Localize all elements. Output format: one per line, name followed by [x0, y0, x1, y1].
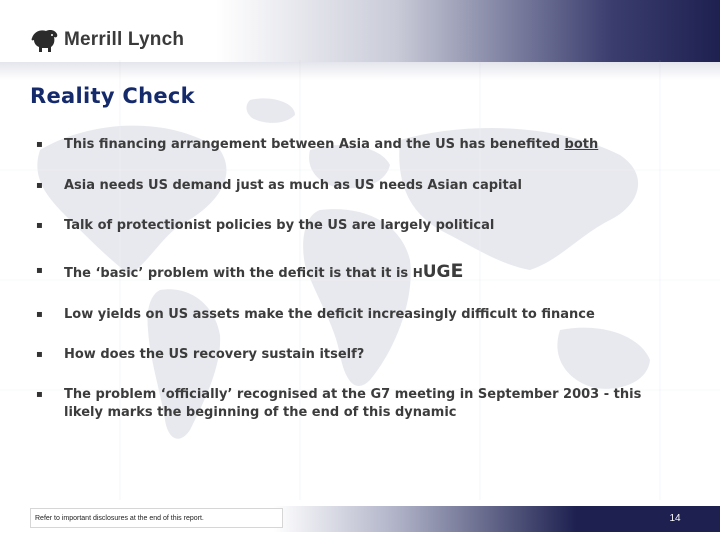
bullet-item: [36, 136, 696, 154]
bullet-item: [36, 346, 696, 364]
bullet-text: Asia needs US demand just as much as US needs Asian capital: [64, 178, 522, 193]
bullet-marker: ▪: [36, 265, 43, 276]
bullet-text: The ‘basic’ problem with the deficit is that it is: [64, 266, 413, 281]
bullet-text: How does the US recovery sustain itself?: [64, 347, 365, 362]
slide-title: Reality Check: [30, 84, 195, 108]
huge-letter-h: H: [412, 266, 423, 280]
page-number: 14: [669, 513, 681, 524]
bullet-item: [36, 262, 696, 283]
bullet-text-line-1: The problem ‘officially’ recognised at the G7 meeting in September 2003 - this: [64, 387, 642, 402]
disclosure-note: Refer to important disclosures at the end of this report.: [30, 508, 283, 528]
bullet-item: [36, 386, 696, 422]
bullet-text: This financing arrangement between Asia and the US has benefited: [64, 137, 565, 152]
bullet-marker: ▪: [36, 309, 43, 320]
bullet-item: [36, 177, 696, 195]
bullet-marker: ▪: [36, 139, 43, 150]
huge-letter-e: E: [450, 260, 464, 282]
merrill-lynch-logo: [30, 26, 184, 54]
bullet-marker: ▪: [36, 180, 43, 191]
bullet-marker: ▪: [36, 220, 43, 231]
bullet-marker: ▪: [36, 389, 43, 400]
emphasis-word: both: [564, 137, 599, 152]
bullet-item: [36, 217, 696, 235]
bullet-text-line-2: likely marks the beginning of the end of this dynamic: [64, 405, 457, 420]
bull-icon: [30, 26, 60, 54]
bullet-text: Low yields on US assets make the deficit increasingly difficult to finance: [64, 307, 595, 322]
huge-letters-ug: UG: [422, 262, 451, 282]
bullet-marker: ▪: [36, 349, 43, 360]
bullet-item: [36, 306, 696, 324]
logo-wordmark: Merrill Lynch: [64, 29, 185, 50]
bullet-text: Talk of protectionist policies by the US are largely political: [64, 218, 495, 233]
